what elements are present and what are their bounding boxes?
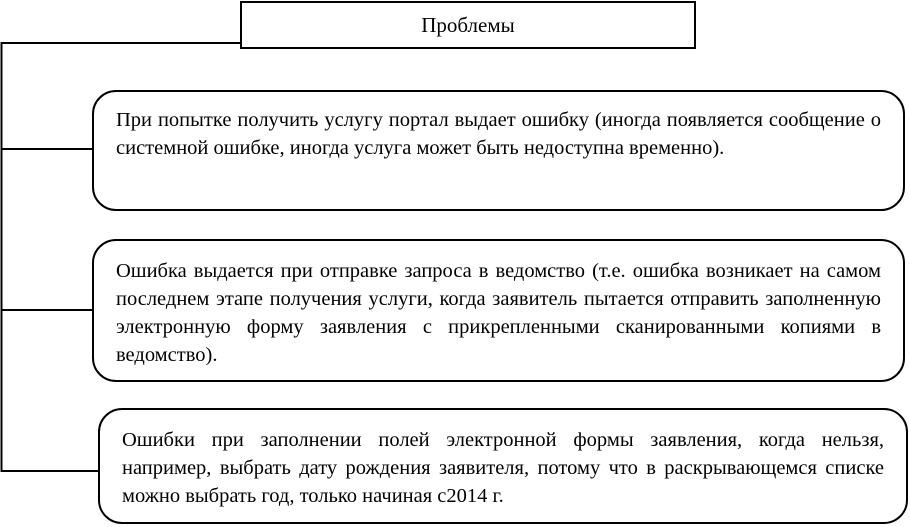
problem-text-1: При попытке получить услугу портал выдает ошибку (иногда появляется сообщение о системной ошибке, иногда услуга может быть недоступна временно). (116, 109, 881, 159)
problem-text-3: Ошибки при заполнении полей электронной формы заявления, когда нельзя, например, выбрать дату рождения заявителя, потому что в раскрывающемся списке можно выбрать год, только начиная с2014 г. (122, 429, 884, 507)
problem-text-2: Ошибка выдается при отправке запроса в ведомство (т.е. ошибка возникает на самом последнем этапе получения услуги, когда заявитель пытается отправить заполненную электронную форму заявления с прикрепленными сканированными копиями в ведомство). (116, 260, 881, 366)
diagram-title: Проблемы (421, 12, 515, 37)
problem-card-1 (92, 90, 905, 211)
problem-card-3 (98, 408, 908, 524)
diagram-title-box (240, 1, 696, 49)
problem-card-2 (92, 239, 905, 382)
